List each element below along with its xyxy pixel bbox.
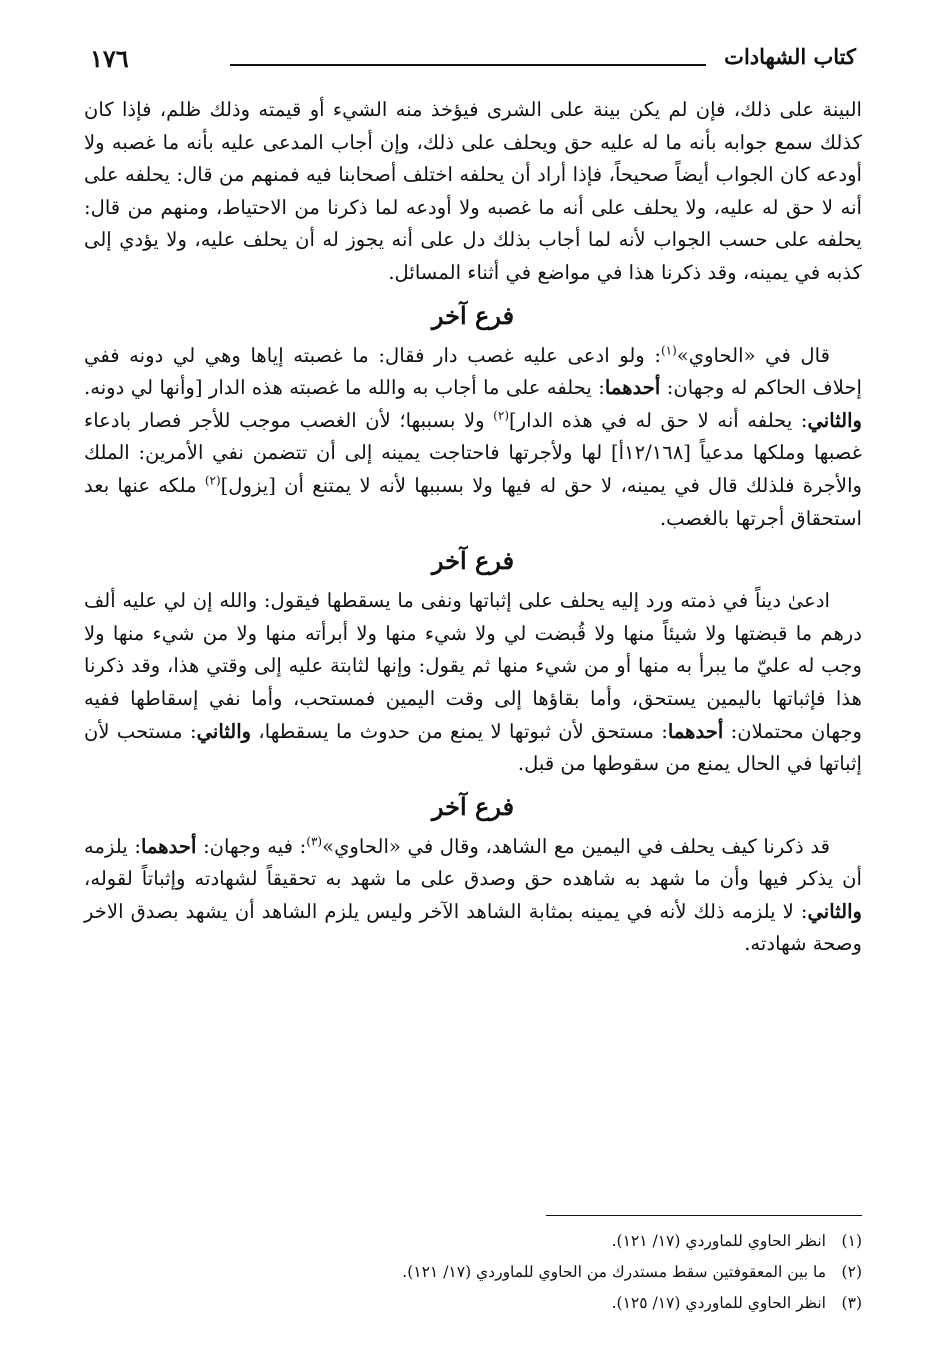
footnote-text: انظر الحاوي للماوردي (١٧/ ١٢١).: [611, 1232, 826, 1250]
section-heading-1: فرع آخر: [431, 300, 515, 330]
first-view-label: أحدهما: [604, 376, 661, 400]
page-number: ١٧٦: [90, 44, 129, 73]
main-text: [84, 94, 862, 961]
page-header: [90, 38, 856, 78]
paragraph-2-text-f: ملكه عنها بعد استحقاق أجرتها بالغصب.: [84, 473, 862, 530]
header-rule: [230, 64, 706, 66]
paragraph-2-text-d: : يحلفه أنه لا حق له في هذه الدار]: [509, 408, 808, 432]
paragraph-3-text-a: ادعىٰ ديناً في ذمته ورد إليه يحلف على إثباتها ونفى ما يسقطها فيقول: والله إن لي عليه ألف درهم ما قبضتها ولا شيئاً منها ولا قُبضت لي ولا شيء منها ولا أبرأته منها ولا من شيء منها ولا وجب له عليّ ما يبرأ به منها أو من شيء منها ثم يقول: وإنها لثابتة عليه إلى وقتي هذا، وقد ذكرنا هذا فإثباتها باليمين يستحق، وأما بقاؤها إلى وقت اليمين فمستحب، وأما نفي إسقاطها ففيه وجهان محتملان:: [84, 589, 862, 743]
second-view-label: والثاني: [807, 899, 862, 923]
footnote-ref-2b: (٢): [204, 473, 221, 488]
section-heading-2: فرع آخر: [431, 546, 515, 576]
paragraph-4-text-b: : فيه وجهان:: [196, 834, 307, 858]
section-heading-3: فرع آخر: [431, 791, 515, 821]
footnote-ref-2: (٢): [493, 408, 509, 423]
paragraph-2-text-b: : ولو ادعى عليه غصب دار فقال: ما غصبته إياها وهي لي دونه ففي إحلاف الحاكم له وجهان:: [84, 343, 863, 400]
second-view-label: والثاني: [807, 408, 862, 432]
paragraph-2-text-a: قال في «الحاوي»: [676, 343, 830, 367]
footnote-number: (٢): [841, 1263, 862, 1281]
first-view-label: أحدهما: [667, 719, 724, 743]
footnote-number: (١): [841, 1232, 862, 1250]
footnote-ref-1: (١): [660, 343, 677, 358]
paragraph-4-text-d: : لا يلزمه ذلك لأنه في يمينه بمثابة الشاهد الآخر وليس يلزم الشاهد أن يشهد بصدق الاخر وصحة شهادته.: [84, 899, 862, 956]
paragraph-4: [84, 831, 862, 961]
footnote-ref-3: (٣): [306, 834, 323, 849]
paragraph-4-text-c: : يلزمه أن يذكر فيها وأن ما شهد به شاهده حق وصدق على ما شهد به تحقيقاً لشهادته وإثباتاً لقوله،: [84, 834, 862, 891]
footnotes: [84, 1226, 862, 1319]
first-view-label: أحدهما: [140, 834, 197, 858]
paragraph-3: [84, 585, 862, 781]
paragraph-4-text-a: قد ذكرنا كيف يحلف في اليمين مع الشاهد، وقال في «الحاوي»: [322, 834, 830, 858]
footnote: [84, 1226, 862, 1257]
footnote-text: ما بين المعقوفتين سقط مستدرك من الحاوي للماوردي (١٧/ ١٢١).: [402, 1263, 826, 1281]
footnote: [84, 1257, 862, 1288]
footnote-number: (٣): [841, 1294, 862, 1312]
paragraph-3-text-c: : مستحب لأن إثباتها في الحال يمنع من سقوطها من قبل.: [84, 719, 862, 776]
paragraph-2-text-e: ولا بسببها؛ لأن الغصب موجب للأجر فصار بادعاء غصبها وملكها مدعياً [١٢/١٦٨أ] لها ولأجرتها فاحتاجت يمينه إلى أن تتضمن نفي الأمرين: الملك والأجرة فلذلك قال في يمينه، لا حق له فيها ولا بسببها لأنه لا يمتنع أن [يزول]: [84, 408, 862, 497]
footnote-rule: [546, 1215, 862, 1216]
footnote: [84, 1288, 862, 1319]
book-title: كتاب الشهادات: [724, 44, 856, 69]
paragraph-3-text-b: : مستحق لأن ثبوتها لا يمنع من حدوث ما يسقطها،: [251, 719, 668, 743]
paragraph-2: [84, 340, 862, 536]
paragraph-2-text-c: : يحلفه على ما أجاب به والله ما غصبته هذه الدار [وأنها لي دونه.: [84, 376, 605, 400]
second-view-label: والثاني: [196, 719, 252, 743]
paragraph-1: البينة على ذلك، فإن لم يكن بينة على الشرى فيؤخذ منه الشيء أو قيمته وذلك ظلم، فإذا كان كذلك سمع جوابه بأنه ما له عليه حق ويحلف على ذلك، وإن أجاب المدعى عليه بأنه ما غصبه ولا أودعه كان الجواب أيضاً صحيحاً، فإذا أراد أن يحلفه اختلف أصحابنا فيه فمنهم من قال: يحلفه على أنه لا حق له عليه، ولا يحلف على أنه ما غصبه ولا أودعه لما ذكرنا من الاحتياط، ومنهم من قال: يحلفه على حسب الجواب لأنه لما أجاب بذلك دل على أنه يجوز له أن يحلف عليه، ولا يؤدي إلى كذبه في يمينه، وقد ذكرنا هذا في مواضع في أثناء المسائل.: [84, 98, 862, 284]
footnote-text: انظر الحاوي للماوردي (١٧/ ١٢٥).: [611, 1294, 826, 1312]
